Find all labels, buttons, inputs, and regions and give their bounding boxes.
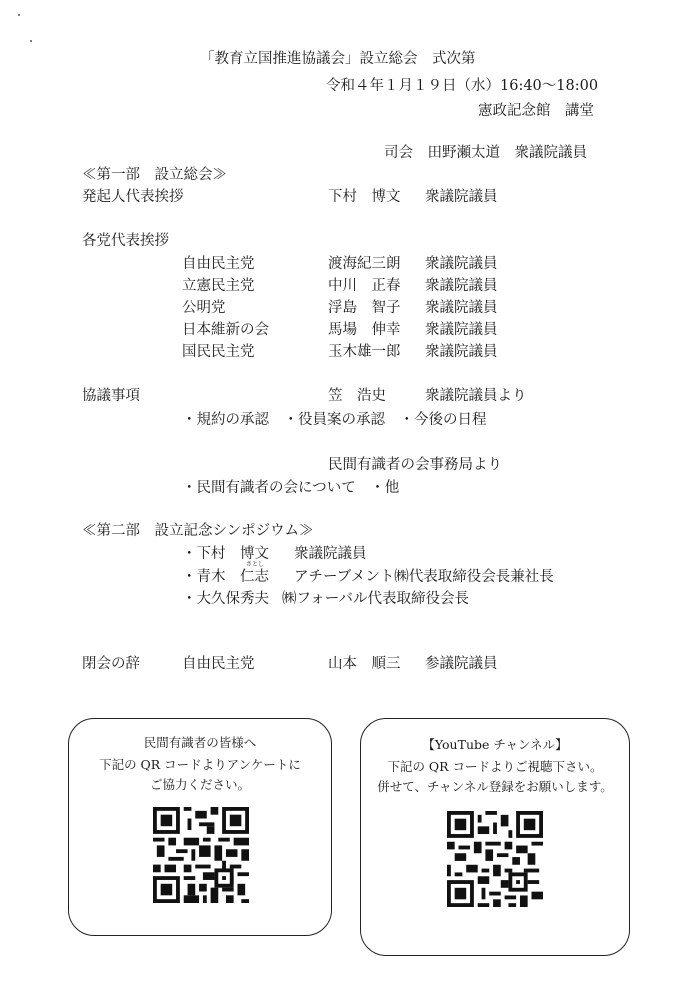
event-venue: 憲政記念館 講堂 [478, 103, 594, 119]
agenda-items: ・規約の承認 ・役員案の承認 ・今後の日程 [182, 412, 487, 428]
representative-title: 衆議院議員 [425, 344, 498, 360]
speaker-title: アチーブメント㈱代表取締役会長兼社長 [294, 569, 554, 585]
event-datetime: 令和４年１月１９日（水）16:40～18:00 [326, 78, 599, 94]
representative-name: 馬場 伸幸 [328, 322, 401, 338]
closing-title: 参議院議員 [425, 656, 498, 672]
founder-title: 衆議院議員 [425, 189, 498, 205]
part2-heading: ≪第二部 設立記念シンポジウム≫ [82, 523, 314, 539]
youtube-qr-subscribe: 併せて、チャンネル登録をお願いします。 [377, 779, 613, 794]
youtube-qr-code-icon[interactable] [447, 811, 543, 907]
survey-qr-code-icon[interactable] [153, 807, 249, 903]
agenda-presenter-name: 笠 浩史 [328, 388, 386, 404]
closing-name: 山本 順三 [328, 656, 401, 672]
representative-name: 渡海紀三朗 [328, 256, 401, 272]
party-name: 公明党 [182, 300, 226, 316]
representative-title: 衆議院議員 [425, 256, 498, 272]
representative-title: 衆議院議員 [425, 322, 498, 338]
speaker-name: ・大久保秀夫 [182, 591, 269, 607]
representative-name: 玉木雄一郎 [328, 344, 401, 360]
representative-name: 浮島 智子 [328, 300, 401, 316]
closing-label: 閉会の辞 [82, 656, 140, 672]
survey-qr-heading: 民間有識者の皆様へ [143, 735, 257, 750]
agenda-presenter-title: 衆議院議員より [425, 388, 527, 404]
founder-name: 下村 博文 [328, 189, 401, 205]
secretariat-items: ・民間有識者の会について ・他 [182, 480, 400, 496]
speaker-name-ruby: さとし [246, 561, 265, 568]
document-title: 「教育立国推進協議会」設立総会 式次第 [200, 51, 476, 67]
master-of-ceremonies: 司会 田野瀬太道 衆議院議員 [384, 145, 587, 161]
speaker-title: ㈱フォーバル代表取締役会長 [282, 591, 470, 607]
speaker-name: ・下村 博文 [182, 546, 269, 562]
youtube-qr-box [360, 718, 630, 956]
parties-label: 各党代表挨拶 [82, 233, 169, 249]
agenda-label: 協議事項 [82, 388, 140, 404]
party-name: 国民民主党 [182, 344, 255, 360]
representative-name: 中川 正春 [328, 278, 401, 294]
representative-title: 衆議院議員 [425, 300, 498, 316]
party-name: 立憲民主党 [182, 278, 255, 294]
party-name: 日本維新の会 [182, 322, 269, 338]
scan-speck [30, 40, 32, 42]
scan-speck [18, 14, 20, 16]
representative-title: 衆議院議員 [425, 278, 498, 294]
closing-party: 自由民主党 [182, 656, 255, 672]
survey-qr-box [68, 718, 332, 936]
speaker-name: ・青木 仁志 [182, 569, 269, 585]
speaker-title: 衆議院議員 [294, 546, 367, 562]
youtube-qr-instruction: 下記の QR コードよりご視聴下さい。 [387, 759, 603, 774]
secretariat-label: 民間有識者の会事務局より [328, 457, 502, 473]
party-name: 自由民主党 [182, 256, 255, 272]
founder-label: 発起人代表挨拶 [82, 189, 184, 205]
part1-heading: ≪第一部 設立総会≫ [82, 167, 227, 183]
survey-qr-instruction: 下記の QR コードよりアンケートに [99, 757, 301, 772]
youtube-qr-heading: 【YouTube チャンネル】 [422, 737, 568, 752]
survey-qr-request: ご協力ください。 [149, 777, 250, 792]
